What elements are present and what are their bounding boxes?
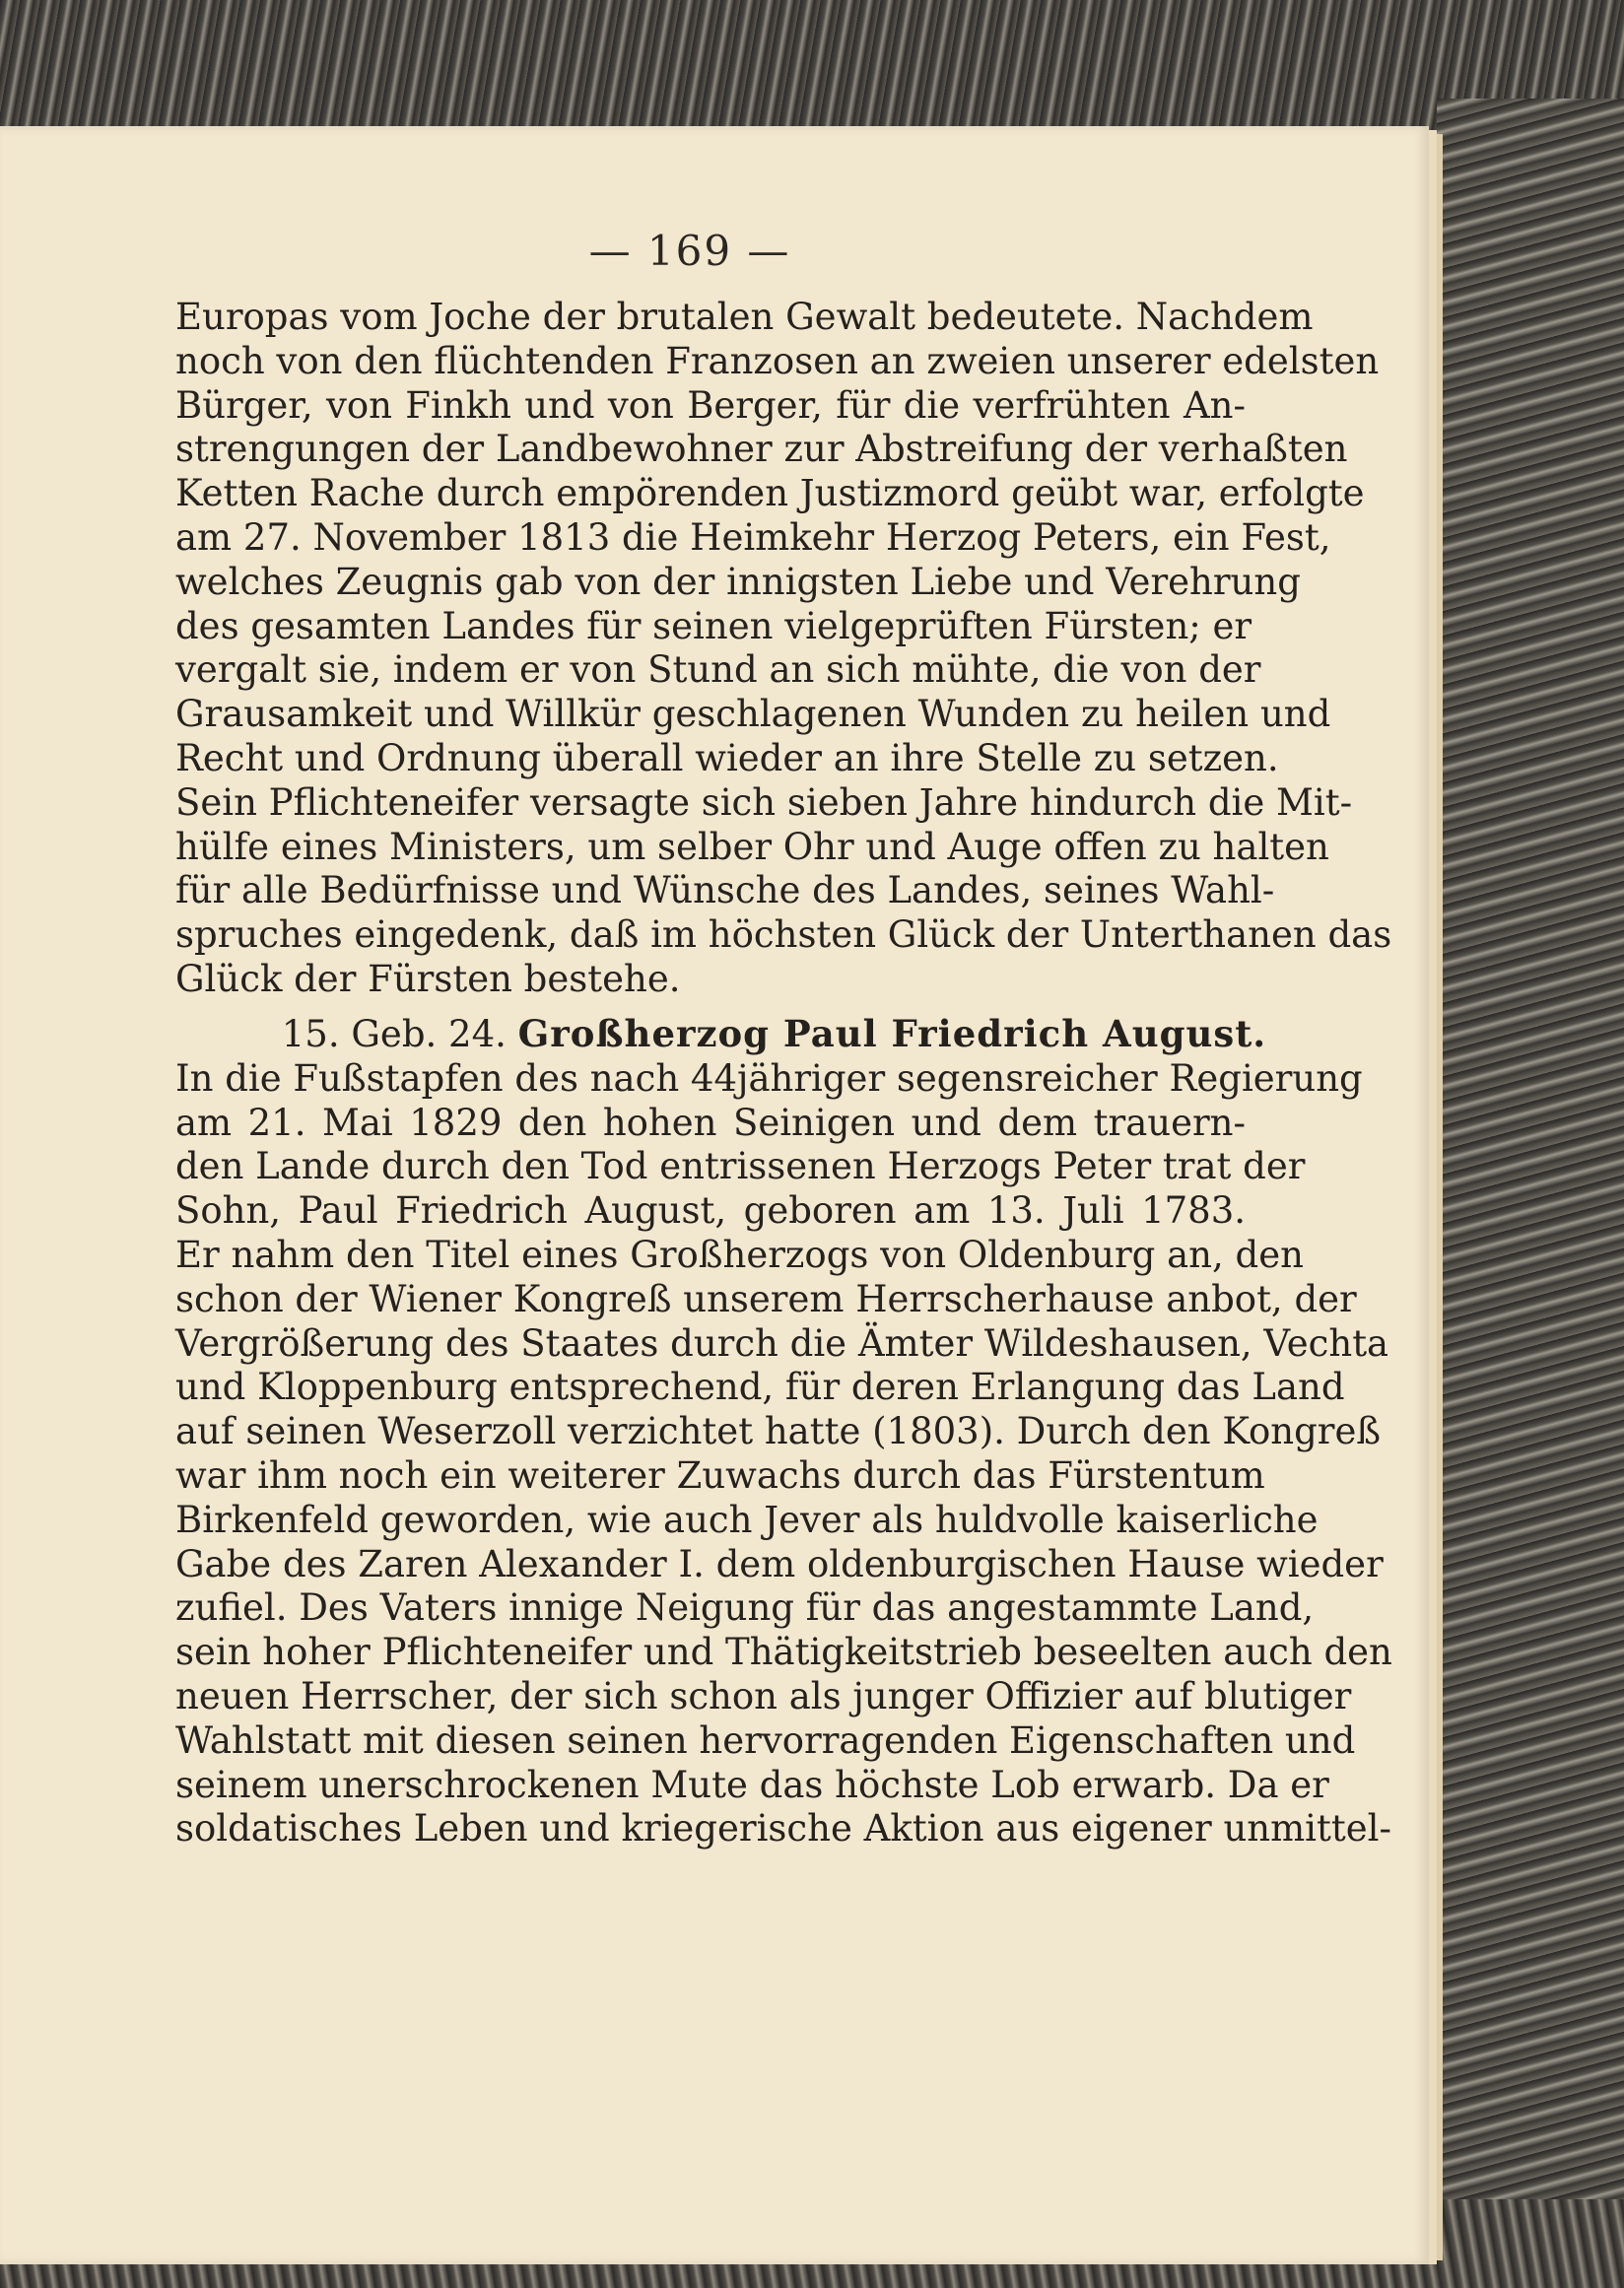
text-line: vergalt sie, indem er von Stund an sich mühte, die von der bbox=[175, 648, 1261, 692]
text-line: welches Zeugnis gab von der innigsten Liebe und Verehrung bbox=[175, 560, 1301, 603]
birth-date: Geb. 24. bbox=[351, 1012, 507, 1055]
section-title: Großherzog Paul Friedrich August. bbox=[517, 1011, 1267, 1055]
text-line: schon der Wiener Kongreß unserem Herrscherhause anbot, der bbox=[175, 1277, 1357, 1320]
text-line: den Lande durch den Tod entrissenen Herzogs Peter trat der bbox=[175, 1145, 1306, 1188]
text-line: spruches eingedenk, daß im höchsten Glück der Unterthanen das bbox=[175, 913, 1392, 957]
text-line: Sohn, Paul Friedrich August, geboren am 13. Juli 1783. bbox=[175, 1189, 1246, 1233]
text-line: Birkenfeld geworden, wie auch Jever als huldvolle kaiserliche bbox=[175, 1498, 1319, 1541]
text-line: auf seinen Weserzoll verzichtet hatte (1803). Durch den Kongreß bbox=[175, 1410, 1382, 1453]
paragraph-2 bbox=[175, 1056, 1392, 1851]
text-line: strengungen der Landbewohner zur Abstreifung der verhaßten bbox=[175, 428, 1348, 471]
text-line: Wahlstatt mit diesen seinen hervorragenden Eigenschaften und bbox=[175, 1718, 1356, 1762]
text-line: Glück der Fürsten bestehe. bbox=[175, 957, 681, 1000]
marbled-cover-right bbox=[1437, 99, 1624, 2288]
text-line: zufiel. Des Vaters innige Neigung für das angestammte Land, bbox=[175, 1586, 1315, 1630]
text-line: des gesamten Landes für seinen vielgeprüften Fürsten; er bbox=[175, 604, 1252, 647]
marbled-cover-top bbox=[0, 0, 1624, 138]
text-line: hülfe eines Ministers, um selber Ohr und Auge offen zu halten bbox=[175, 825, 1329, 868]
text-line: und Kloppenburg entsprechend, für deren Erlangung das Land bbox=[175, 1366, 1345, 1409]
text-line: Sein Pflichteneifer versagte sich sieben Jahre hindurch die Mit- bbox=[175, 780, 1353, 824]
section-heading bbox=[175, 1011, 1267, 1057]
text-line: Bürger, von Finkh und von Berger, für die verfrühten An- bbox=[175, 383, 1246, 427]
paragraph-1 bbox=[175, 296, 1392, 1002]
page-number: — 169 — bbox=[588, 227, 791, 275]
text-line: In die Fußstapfen des nach 44jähriger segensreicher Regierung bbox=[175, 1056, 1363, 1100]
text-line: Grausamkeit und Willkür geschlagenen Wunden zu heilen und bbox=[175, 693, 1331, 736]
body-text bbox=[175, 296, 1392, 1851]
text-line: Europas vom Joche der brutalen Gewalt bedeutete. Nachdem bbox=[175, 296, 1314, 338]
text-line: soldatisches Leben und kriegerische Aktion aus eigener unmittel- bbox=[175, 1807, 1391, 1851]
text-line: Ketten Rache durch empörenden Justizmord geübt war, erfolgte bbox=[175, 472, 1365, 515]
text-line: am 27. November 1813 die Heimkehr Herzog Peters, ein Fest, bbox=[175, 515, 1331, 559]
text-line: Er nahm den Titel eines Großherzogs von Oldenburg an, den bbox=[175, 1233, 1304, 1276]
text-line: neuen Herrscher, der sich schon als junger Offizier auf blutiger bbox=[175, 1674, 1352, 1717]
page-edge bbox=[1437, 134, 1443, 2260]
text-line: sein hoher Pflichteneifer und Thätigkeitstrieb beseelten auch den bbox=[175, 1631, 1392, 1674]
text-line: für alle Bedürfnisse und Wünsche des Landes, seines Wahl- bbox=[175, 869, 1275, 912]
text-line: seinem unerschrockenen Mute das höchste Lob erwarb. Da er bbox=[175, 1763, 1329, 1806]
page-edge bbox=[1429, 130, 1437, 2264]
text-line: Gabe des Zaren Alexander I. dem oldenburgischen Hause wieder bbox=[175, 1542, 1384, 1585]
text-line: war ihm noch ein weiterer Zuwachs durch das Fürstentum bbox=[175, 1453, 1265, 1497]
text-line: noch von den flüchtenden Franzosen an zweien unserer edelsten bbox=[175, 339, 1380, 382]
section-number: 15. bbox=[281, 1012, 340, 1055]
text-line: Vergrößerung des Staates durch die Ämter Wildeshausen, Vechta bbox=[175, 1321, 1389, 1365]
text-line: am 21. Mai 1829 den hohen Seinigen und dem trauern- bbox=[175, 1101, 1246, 1144]
text-line: Recht und Ordnung überall wieder an ihre Stelle zu setzen. bbox=[175, 736, 1279, 779]
